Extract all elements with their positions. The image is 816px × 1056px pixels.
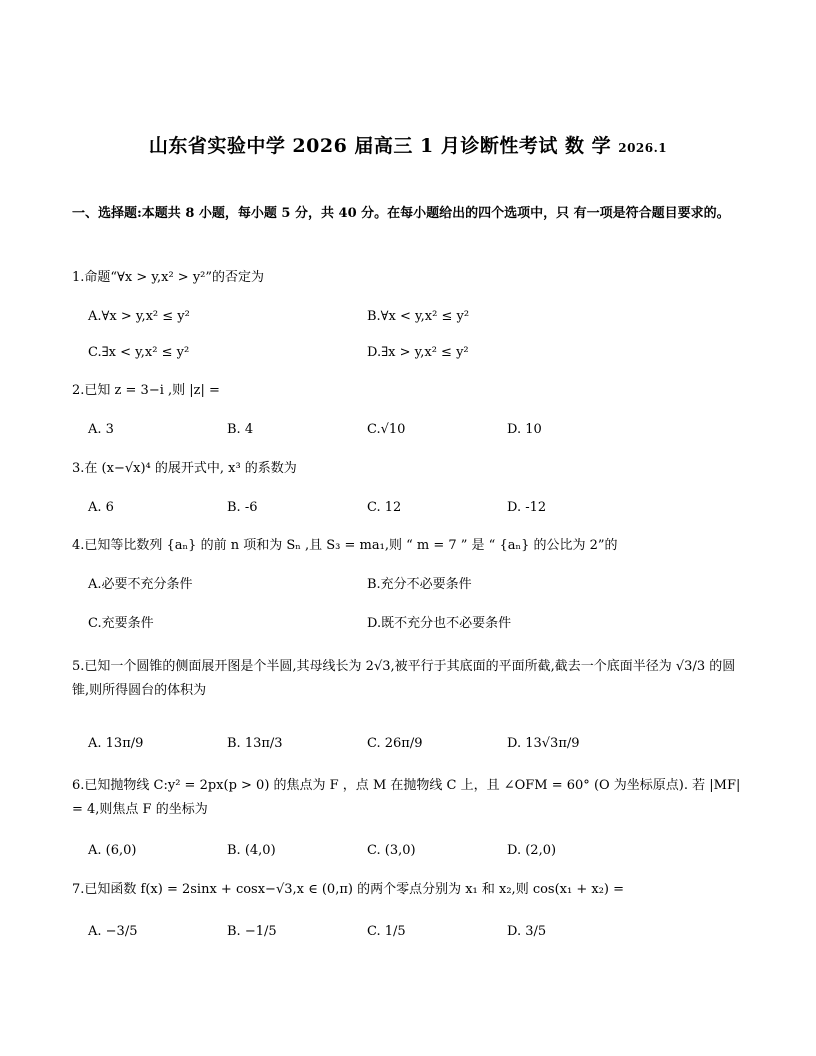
question-5-option-a: A. 13π/9 [88,736,144,751]
question-7-option-b: B. −1/5 [227,924,277,939]
question-2-option-c: C.√10 [367,422,406,437]
question-1-stem: 1.命题“∀x > y,x² > y²”的否定为 [72,270,265,285]
exam-title-main: 山东省实验中学 2026 届高三 1 月诊断性考试 数 学 [148,135,612,157]
section-heading: 一、选择题:本题共 8 小题，每小题 5 分，共 40 分。在每小题给出的四个选项中，只 有一项是符合题目要求的。 [72,206,730,221]
question-3-option-b: B. -6 [227,500,258,515]
question-7-option-d: D. 3/5 [507,924,547,939]
question-7-option-c: C. 1/5 [367,924,406,939]
question-3-option-c: C. 12 [367,500,402,515]
exam-date: 2026.1 [618,141,668,155]
question-2-option-b: B. 4 [227,422,254,437]
question-5-option-c: C. 26π/9 [367,736,423,751]
question-3-option-d: D. -12 [507,500,547,515]
question-5-stem: 5.已知一个圆锥的侧面展开图是个半圆,其母线长为 2√3,被平行于其底面的平面所截,截去一个底面半径为 √3/3 的圆锥,则所得圆台的体积为 [72,659,736,698]
question-1-option-a: A.∀x > y,x² ≤ y² [88,309,190,324]
question-5-option-b: B. 13π/3 [227,736,283,751]
question-1-option-b: B.∀x < y,x² ≤ y² [367,309,470,324]
question-4-option-b: B.充分不必要条件 [367,577,472,592]
question-3-option-a: A. 6 [88,500,114,515]
exam-title [0,131,816,158]
question-7-option-a: A. −3/5 [88,924,138,939]
question-1-option-c: C.∃x < y,x² ≤ y² [88,345,190,360]
question-4-option-a: A.必要不充分条件 [88,577,193,592]
question-7-stem: 7.已知函数 f(x) = 2sinx + cosx−√3,x ∈ (0,π) 的两个零点分别为 x₁ 和 x₂,则 cos(x₁ + x₂) = [72,882,625,897]
question-1-option-d: D.∃x > y,x² ≤ y² [367,345,469,360]
question-3-stem: 3.在 (x−√x)⁴ 的展开式中, x³ 的系数为 [72,461,297,476]
question-6-option-a: A. (6,0) [88,843,137,858]
question-4-stem: 4.已知等比数列 {aₙ} 的前 n 项和为 Sₙ ,且 S₃ = ma₁,则 “ m = 7 ” 是 “ {aₙ} 的公比为 2”的 [72,538,618,553]
question-6-option-b: B. (4,0) [227,843,276,858]
question-5-option-d: D. 13√3π/9 [507,736,580,751]
question-6-option-d: D. (2,0) [507,843,557,858]
question-4-option-c: C.充要条件 [88,616,154,631]
question-4-option-d: D.既不充分也不必要条件 [367,616,512,631]
question-6-option-c: C. (3,0) [367,843,416,858]
question-2-stem: 2.已知 z = 3−i ,则 |z| = [72,383,220,398]
question-2-option-a: A. 3 [88,422,114,437]
question-6-stem: 6.已知抛物线 C:y² = 2px(p > 0) 的焦点为 F ，点 M 在抛物线 C 上，且 ∠OFM = 60° (O 为坐标原点). 若 |MF| = 4,则焦点 F 的坐标为 [72,778,741,817]
question-2-option-d: D. 10 [507,422,542,437]
